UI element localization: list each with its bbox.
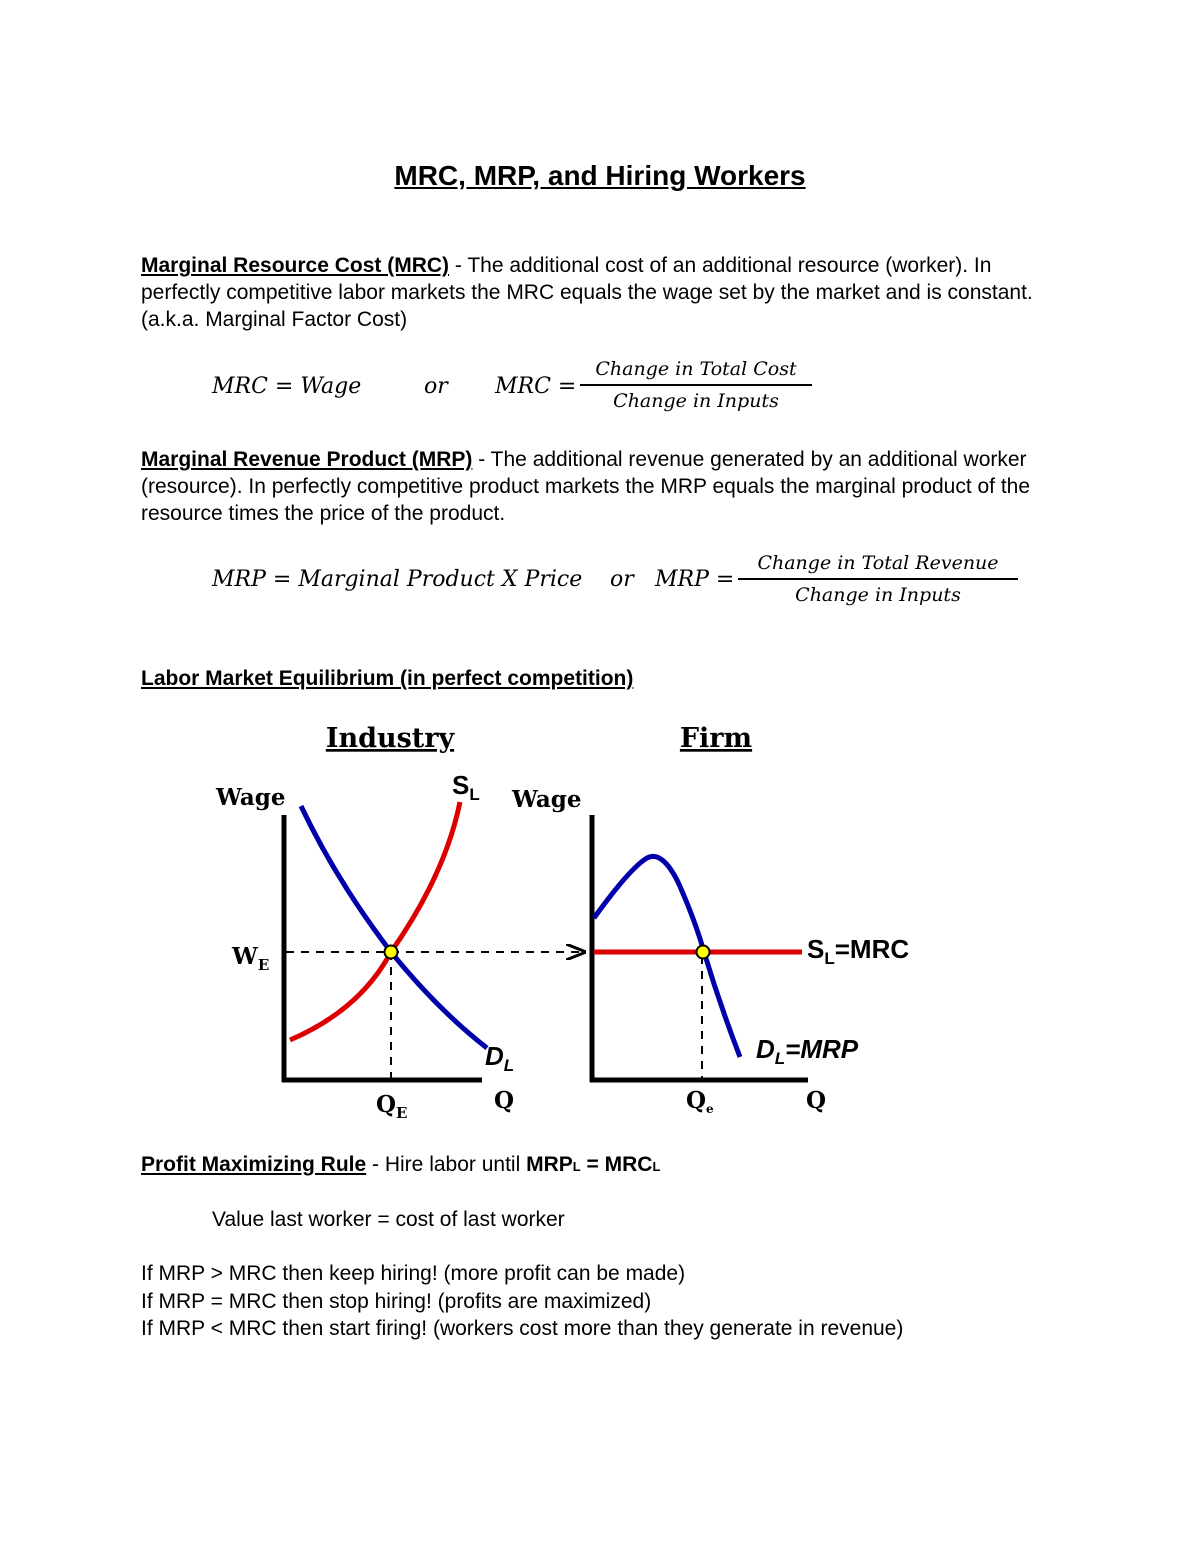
firm-y-label: Wage [512,786,582,813]
mrp-fraction [738,552,1018,606]
industry-demand-curve [301,806,487,1048]
industry-equilibrium-point [385,946,398,959]
mrp-formula-or: or [610,567,634,592]
mrp-formula-left: MRP = Marginal Product X Price [212,567,583,592]
mrc-definition-text: - The additional cost of an additional resource (worker). In perfectly competitive labor markets the MRC equals the wage set by the market and is constant. (a.k.a. Marginal Factor Cost) [141,254,1033,331]
mrc-formula-left: MRC = Wage [212,374,362,399]
page-title: MRC, MRP, and Hiring Workers [394,160,806,191]
mrc-fraction-denominator: Change in Inputs [613,390,779,412]
industry-qe-label: $Q_E$ [376,1091,408,1122]
firm-demand-label: $D_L=MRP$ [756,1034,859,1068]
firm-demand-mrp-curve [594,856,740,1057]
value-line: Value last worker = cost of last worker [212,1208,565,1231]
industry-y-label: Wage [216,784,286,811]
rule-text: - Hire labor until [366,1153,527,1176]
mrp-term: Marginal Revenue Product (MRP) [141,448,473,471]
mrp-definition-text: - The additional revenue generated by an additional worker (resource). In perfectly competitive product markets the MRP equals the marginal product of the resource times the price of the product. [141,448,1031,525]
condition-line-3: If MRP < MRC then start firing! (workers cost more than they generate in revenue) [141,1317,904,1340]
profit-maximizing-rule [141,1153,660,1177]
section-heading: Labor Market Equilibrium (in perfect competition) [141,667,634,690]
we-label: $W_E$ [232,943,270,974]
firm-supply-label: $S_L=MRC$ [807,934,910,968]
mrp-fraction-numerator: Change in Total Revenue [738,552,1018,580]
industry-title: Industry [325,723,455,754]
mrc-fraction [580,358,812,412]
mrp-formula-right: MRP = [655,567,735,592]
firm-qe-label: $Q_e$ [686,1087,714,1116]
firm-x-label: Q [806,1087,827,1114]
mrc-fraction-numerator: Change in Total Cost [580,358,812,386]
demand-label: $D_L$ [485,1041,515,1075]
rule-term: Profit Maximizing Rule [141,1153,367,1176]
labor-market-diagram [200,710,960,1130]
mrp-definition [141,446,1071,527]
firm-equilibrium-point [697,946,710,959]
mrp-fraction-denominator: Change in Inputs [795,584,961,606]
mrc-definition [141,252,1071,333]
mrc-term: Marginal Resource Cost (MRC) [141,254,450,277]
mrc-formula-or: or [424,374,448,399]
rule-formula: MRPL = MRCL [526,1153,661,1176]
condition-line-2: If MRP = MRC then stop hiring! (profits are maximized) [141,1290,652,1313]
firm-title: Firm [679,723,753,754]
industry-x-label: Q [494,1087,515,1114]
condition-line-1: If MRP > MRC then keep hiring! (more profit can be made) [141,1262,686,1285]
supply-label: $S_L$ [452,770,480,804]
mrc-formula-right: MRC = [495,374,577,399]
